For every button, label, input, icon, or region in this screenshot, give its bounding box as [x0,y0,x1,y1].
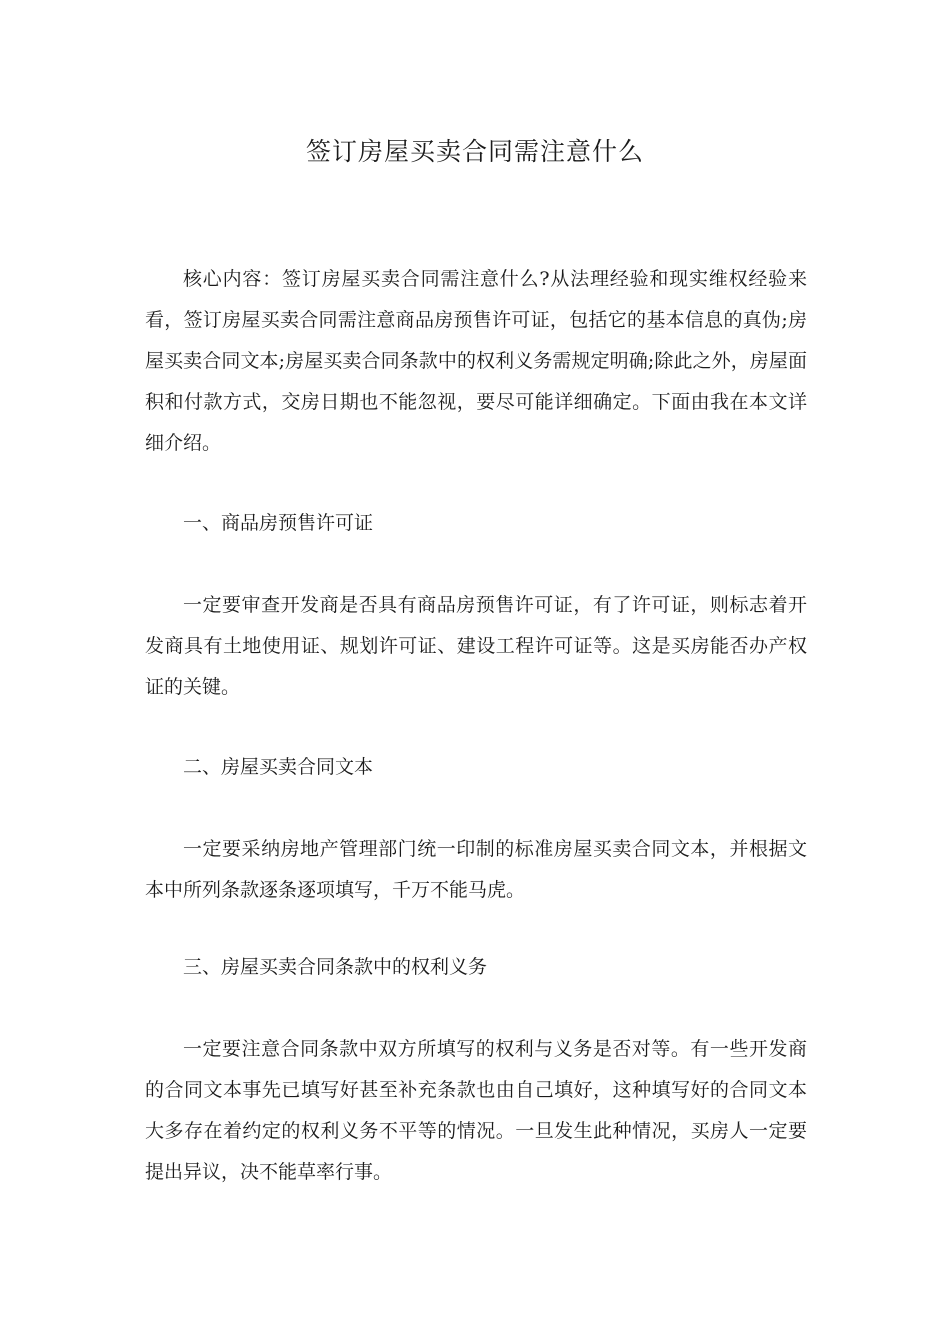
section-body-rights-obligations: 一定要注意合同条款中双方所填写的权利与义务是否对等。有一些开发商的合同文本事先已填写好甚至补充条款也由自己填好，这种填写好的合同文本大多存在着约定的权利义务不平等的情况。一旦发生此种情况，买房人一定要提出异议，决不能草率行事。 [145,1038,807,1183]
intro-paragraph: 核心内容：签订房屋买卖合同需注意什么?从法理经验和现实维权经验来看，签订房屋买卖合同需注意商品房预售许可证，包括它的基本信息的真伪;房屋买卖合同文本;房屋买卖合同条款中的权利义务需规定明确;除此之外，房屋面积和付款方式，交房日期也不能忽视，要尽可能详细确定。下面由我在本文详细介绍。 [145,268,807,454]
section-heading-contract-text: 二、房屋买卖合同文本 [183,756,374,778]
section-heading-presale-permit: 一、商品房预售许可证 [183,512,374,534]
document-title: 签订房屋买卖合同需注意什么 [305,137,644,166]
section-body-contract-text: 一定要采纳房地产管理部门统一印制的标准房屋买卖合同文本，并根据文本中所列条款逐条逐项填写，千万不能马虎。 [145,838,807,901]
section-body-presale-permit: 一定要审查开发商是否具有商品房预售许可证，有了许可证，则标志着开发商具有土地使用证、规划许可证、建设工程许可证等。这是买房能否办产权证的关键。 [145,594,807,698]
section-heading-rights-obligations: 三、房屋买卖合同条款中的权利义务 [183,956,488,978]
